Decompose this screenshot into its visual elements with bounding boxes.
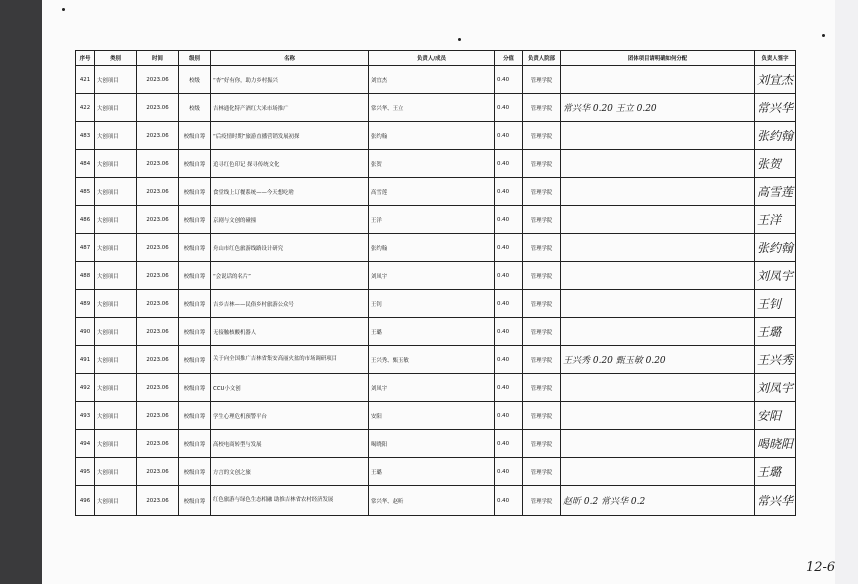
cell-level: 校级自筹 xyxy=(179,150,211,178)
header-time: 时间 xyxy=(137,51,179,66)
cell-category: 大创项目 xyxy=(95,458,137,486)
cell-members: 王洋 xyxy=(369,206,495,234)
scan-gray-edge xyxy=(835,0,858,584)
cell-dept: 管理学院 xyxy=(523,346,561,374)
cell-time: 2023.06 xyxy=(137,122,179,150)
cell-distribution xyxy=(561,402,755,430)
cell-distribution: 常兴华 0.20 王立 0.20 xyxy=(561,94,755,122)
cell-distribution xyxy=(561,234,755,262)
cell-dept: 管理学院 xyxy=(523,122,561,150)
header-level: 级别 xyxy=(179,51,211,66)
cell-no: 495 xyxy=(76,458,95,486)
cell-distribution xyxy=(561,290,755,318)
table-row xyxy=(76,234,796,262)
cell-category: 大创项目 xyxy=(95,430,137,458)
cell-dept: 管理学院 xyxy=(523,234,561,262)
cell-score: 0.40 xyxy=(495,374,523,402)
table-header-row xyxy=(76,51,796,66)
cell-members: 安阳 xyxy=(369,402,495,430)
cell-score: 0.40 xyxy=(495,486,523,516)
cell-project-name: CCU小文创 xyxy=(211,374,369,402)
cell-project-name: “杏”好有你，助力乡村振兴 xyxy=(211,66,369,94)
table-row xyxy=(76,430,796,458)
cell-time: 2023.06 xyxy=(137,486,179,516)
cell-level: 校级自筹 xyxy=(179,262,211,290)
table-row xyxy=(76,318,796,346)
cell-distribution xyxy=(561,458,755,486)
cell-time: 2023.06 xyxy=(137,234,179,262)
cell-dept: 管理学院 xyxy=(523,486,561,516)
cell-distribution: 王兴秀 0.20 甄玉敏 0.20 xyxy=(561,346,755,374)
cell-category: 大创项目 xyxy=(95,66,137,94)
cell-score: 0.40 xyxy=(495,346,523,374)
cell-time: 2023.06 xyxy=(137,150,179,178)
cell-time: 2023.06 xyxy=(137,206,179,234)
page-number: 12-6 xyxy=(806,560,836,575)
header-score: 分值 xyxy=(495,51,523,66)
table-row xyxy=(76,458,796,486)
cell-distribution xyxy=(561,178,755,206)
cell-level: 校级自筹 xyxy=(179,402,211,430)
cell-signature: 王璐 xyxy=(755,318,796,346)
header-name: 名称 xyxy=(211,51,369,66)
cell-dept: 管理学院 xyxy=(523,402,561,430)
cell-dept: 管理学院 xyxy=(523,262,561,290)
header-signature: 负责人签字 xyxy=(755,51,796,66)
cell-level: 校级自筹 xyxy=(179,486,211,516)
cell-no: 496 xyxy=(76,486,95,516)
cell-category: 大创项目 xyxy=(95,94,137,122)
table-row xyxy=(76,486,796,516)
cell-project-name: “后疫情时期”旅游直播营销发展初探 xyxy=(211,122,369,150)
cell-members: 常兴华、王立 xyxy=(369,94,495,122)
cell-level: 校级自筹 xyxy=(179,346,211,374)
scan-dark-edge xyxy=(0,0,42,584)
table-row xyxy=(76,178,796,206)
cell-dept: 管理学院 xyxy=(523,430,561,458)
cell-score: 0.40 xyxy=(495,318,523,346)
header-members: 负责人/成员 xyxy=(369,51,495,66)
cell-score: 0.40 xyxy=(495,458,523,486)
cell-time: 2023.06 xyxy=(137,290,179,318)
cell-members: 王兴秀、甄玉敏 xyxy=(369,346,495,374)
cell-category: 大创项目 xyxy=(95,346,137,374)
cell-no: 483 xyxy=(76,122,95,150)
table-row xyxy=(76,374,796,402)
table-row xyxy=(76,122,796,150)
cell-level: 校级自筹 xyxy=(179,178,211,206)
project-table xyxy=(75,50,796,516)
cell-distribution xyxy=(561,262,755,290)
cell-signature: 张约翰 xyxy=(755,234,796,262)
cell-project-name: 关于向全国推广吉林省集安高丽火盆的市场调研项目 xyxy=(211,346,369,374)
scan-speck xyxy=(822,34,825,37)
cell-project-name: 高校电商转型与发展 xyxy=(211,430,369,458)
cell-score: 0.40 xyxy=(495,290,523,318)
cell-project-name: 吉乡吉林——民俗乡村旅游公众号 xyxy=(211,290,369,318)
cell-score: 0.40 xyxy=(495,262,523,290)
table-row xyxy=(76,346,796,374)
cell-no: 486 xyxy=(76,206,95,234)
cell-dept: 管理学院 xyxy=(523,290,561,318)
cell-distribution xyxy=(561,122,755,150)
cell-no: 485 xyxy=(76,178,95,206)
cell-project-name: 京剧与文创的碰撞 xyxy=(211,206,369,234)
cell-no: 493 xyxy=(76,402,95,430)
cell-score: 0.40 xyxy=(495,150,523,178)
cell-category: 大创项目 xyxy=(95,290,137,318)
cell-time: 2023.06 xyxy=(137,318,179,346)
cell-score: 0.40 xyxy=(495,94,523,122)
cell-category: 大创项目 xyxy=(95,402,137,430)
table-row xyxy=(76,150,796,178)
cell-time: 2023.06 xyxy=(137,346,179,374)
cell-level: 校级自筹 xyxy=(179,430,211,458)
cell-category: 大创项目 xyxy=(95,318,137,346)
cell-dept: 管理学院 xyxy=(523,178,561,206)
cell-score: 0.40 xyxy=(495,234,523,262)
cell-dept: 管理学院 xyxy=(523,374,561,402)
cell-distribution: 赵昕 0.2 常兴华 0.2 xyxy=(561,486,755,516)
cell-members: 王钊 xyxy=(369,290,495,318)
cell-category: 大创项目 xyxy=(95,262,137,290)
scan-speck xyxy=(62,8,65,11)
cell-no: 491 xyxy=(76,346,95,374)
cell-no: 490 xyxy=(76,318,95,346)
cell-category: 大创项目 xyxy=(95,122,137,150)
cell-distribution xyxy=(561,318,755,346)
table-row xyxy=(76,66,796,94)
cell-no: 422 xyxy=(76,94,95,122)
cell-members: 张贺 xyxy=(369,150,495,178)
scan-speck xyxy=(458,38,461,41)
cell-project-name: 红色旅游与绿色生态相融 助推吉林省农村经济发展 xyxy=(211,486,369,516)
header-distribution: 团体项目请明确如何分配 xyxy=(561,51,755,66)
cell-time: 2023.06 xyxy=(137,178,179,206)
cell-members: 刘凤宇 xyxy=(369,374,495,402)
table-row xyxy=(76,262,796,290)
cell-dept: 管理学院 xyxy=(523,150,561,178)
cell-score: 0.40 xyxy=(495,178,523,206)
table-row xyxy=(76,402,796,430)
cell-dept: 管理学院 xyxy=(523,66,561,94)
cell-no: 484 xyxy=(76,150,95,178)
cell-members: 王璐 xyxy=(369,318,495,346)
cell-time: 2023.06 xyxy=(137,374,179,402)
cell-signature: 王钊 xyxy=(755,290,796,318)
cell-distribution xyxy=(561,66,755,94)
table-row xyxy=(76,290,796,318)
cell-no: 487 xyxy=(76,234,95,262)
cell-signature: 王洋 xyxy=(755,206,796,234)
cell-level: 校级 xyxy=(179,94,211,122)
cell-category: 大创项目 xyxy=(95,206,137,234)
cell-level: 校级自筹 xyxy=(179,318,211,346)
cell-no: 492 xyxy=(76,374,95,402)
cell-project-name: 吉林通化特产酒红大米市场推广 xyxy=(211,94,369,122)
cell-no: 488 xyxy=(76,262,95,290)
cell-signature: 喝晓阳 xyxy=(755,430,796,458)
cell-dept: 管理学院 xyxy=(523,206,561,234)
cell-score: 0.40 xyxy=(495,66,523,94)
header-no: 序号 xyxy=(76,51,95,66)
cell-members: 张约翰 xyxy=(369,234,495,262)
cell-category: 大创项目 xyxy=(95,374,137,402)
cell-level: 校级自筹 xyxy=(179,290,211,318)
cell-signature: 安阳 xyxy=(755,402,796,430)
cell-category: 大创项目 xyxy=(95,150,137,178)
cell-signature: 常兴华 xyxy=(755,94,796,122)
cell-project-name: 无接触核酸机器人 xyxy=(211,318,369,346)
cell-project-name: 学生心理危机预警平台 xyxy=(211,402,369,430)
cell-project-name: “会说话的名片” xyxy=(211,262,369,290)
cell-distribution xyxy=(561,150,755,178)
cell-time: 2023.06 xyxy=(137,458,179,486)
cell-members: 王璐 xyxy=(369,458,495,486)
cell-distribution xyxy=(561,374,755,402)
cell-signature: 刘宜杰 xyxy=(755,66,796,94)
cell-category: 大创项目 xyxy=(95,486,137,516)
cell-dept: 管理学院 xyxy=(523,318,561,346)
cell-level: 校级自筹 xyxy=(179,458,211,486)
cell-signature: 张约翰 xyxy=(755,122,796,150)
cell-dept: 管理学院 xyxy=(523,94,561,122)
cell-signature: 刘凤宇 xyxy=(755,374,796,402)
cell-time: 2023.06 xyxy=(137,262,179,290)
cell-dept: 管理学院 xyxy=(523,458,561,486)
cell-distribution xyxy=(561,206,755,234)
cell-signature: 张贺 xyxy=(755,150,796,178)
cell-distribution xyxy=(561,430,755,458)
cell-signature: 刘凤宇 xyxy=(755,262,796,290)
cell-score: 0.40 xyxy=(495,206,523,234)
cell-score: 0.40 xyxy=(495,122,523,150)
cell-members: 刘凤宇 xyxy=(369,262,495,290)
cell-category: 大创项目 xyxy=(95,234,137,262)
cell-score: 0.40 xyxy=(495,430,523,458)
cell-time: 2023.06 xyxy=(137,402,179,430)
table-row xyxy=(76,206,796,234)
cell-signature: 常兴华 xyxy=(755,486,796,516)
cell-level: 校级 xyxy=(179,66,211,94)
cell-members: 张约翰 xyxy=(369,122,495,150)
cell-signature: 王璐 xyxy=(755,458,796,486)
cell-members: 刘宜杰 xyxy=(369,66,495,94)
cell-level: 校级自筹 xyxy=(179,374,211,402)
cell-level: 校级自筹 xyxy=(179,122,211,150)
cell-members: 高雪莲 xyxy=(369,178,495,206)
cell-members: 喝晓阳 xyxy=(369,430,495,458)
cell-project-name: 舟山市红色旅游线路设计研究 xyxy=(211,234,369,262)
cell-signature: 高雪莲 xyxy=(755,178,796,206)
cell-members: 常兴华、赵昕 xyxy=(369,486,495,516)
header-dept: 负责人院部 xyxy=(523,51,561,66)
cell-project-name: 追寻红色印记 探寻传统文化 xyxy=(211,150,369,178)
cell-time: 2023.06 xyxy=(137,66,179,94)
cell-project-name: 食堂线上订餐系统——今天想吃啥 xyxy=(211,178,369,206)
cell-category: 大创项目 xyxy=(95,178,137,206)
cell-no: 494 xyxy=(76,430,95,458)
header-category: 类别 xyxy=(95,51,137,66)
cell-score: 0.40 xyxy=(495,402,523,430)
cell-signature: 王兴秀 xyxy=(755,346,796,374)
cell-time: 2023.06 xyxy=(137,430,179,458)
cell-no: 489 xyxy=(76,290,95,318)
cell-level: 校级自筹 xyxy=(179,234,211,262)
cell-time: 2023.06 xyxy=(137,94,179,122)
cell-project-name: 方言的文创之旅 xyxy=(211,458,369,486)
table-row xyxy=(76,94,796,122)
cell-no: 421 xyxy=(76,66,95,94)
cell-level: 校级自筹 xyxy=(179,206,211,234)
